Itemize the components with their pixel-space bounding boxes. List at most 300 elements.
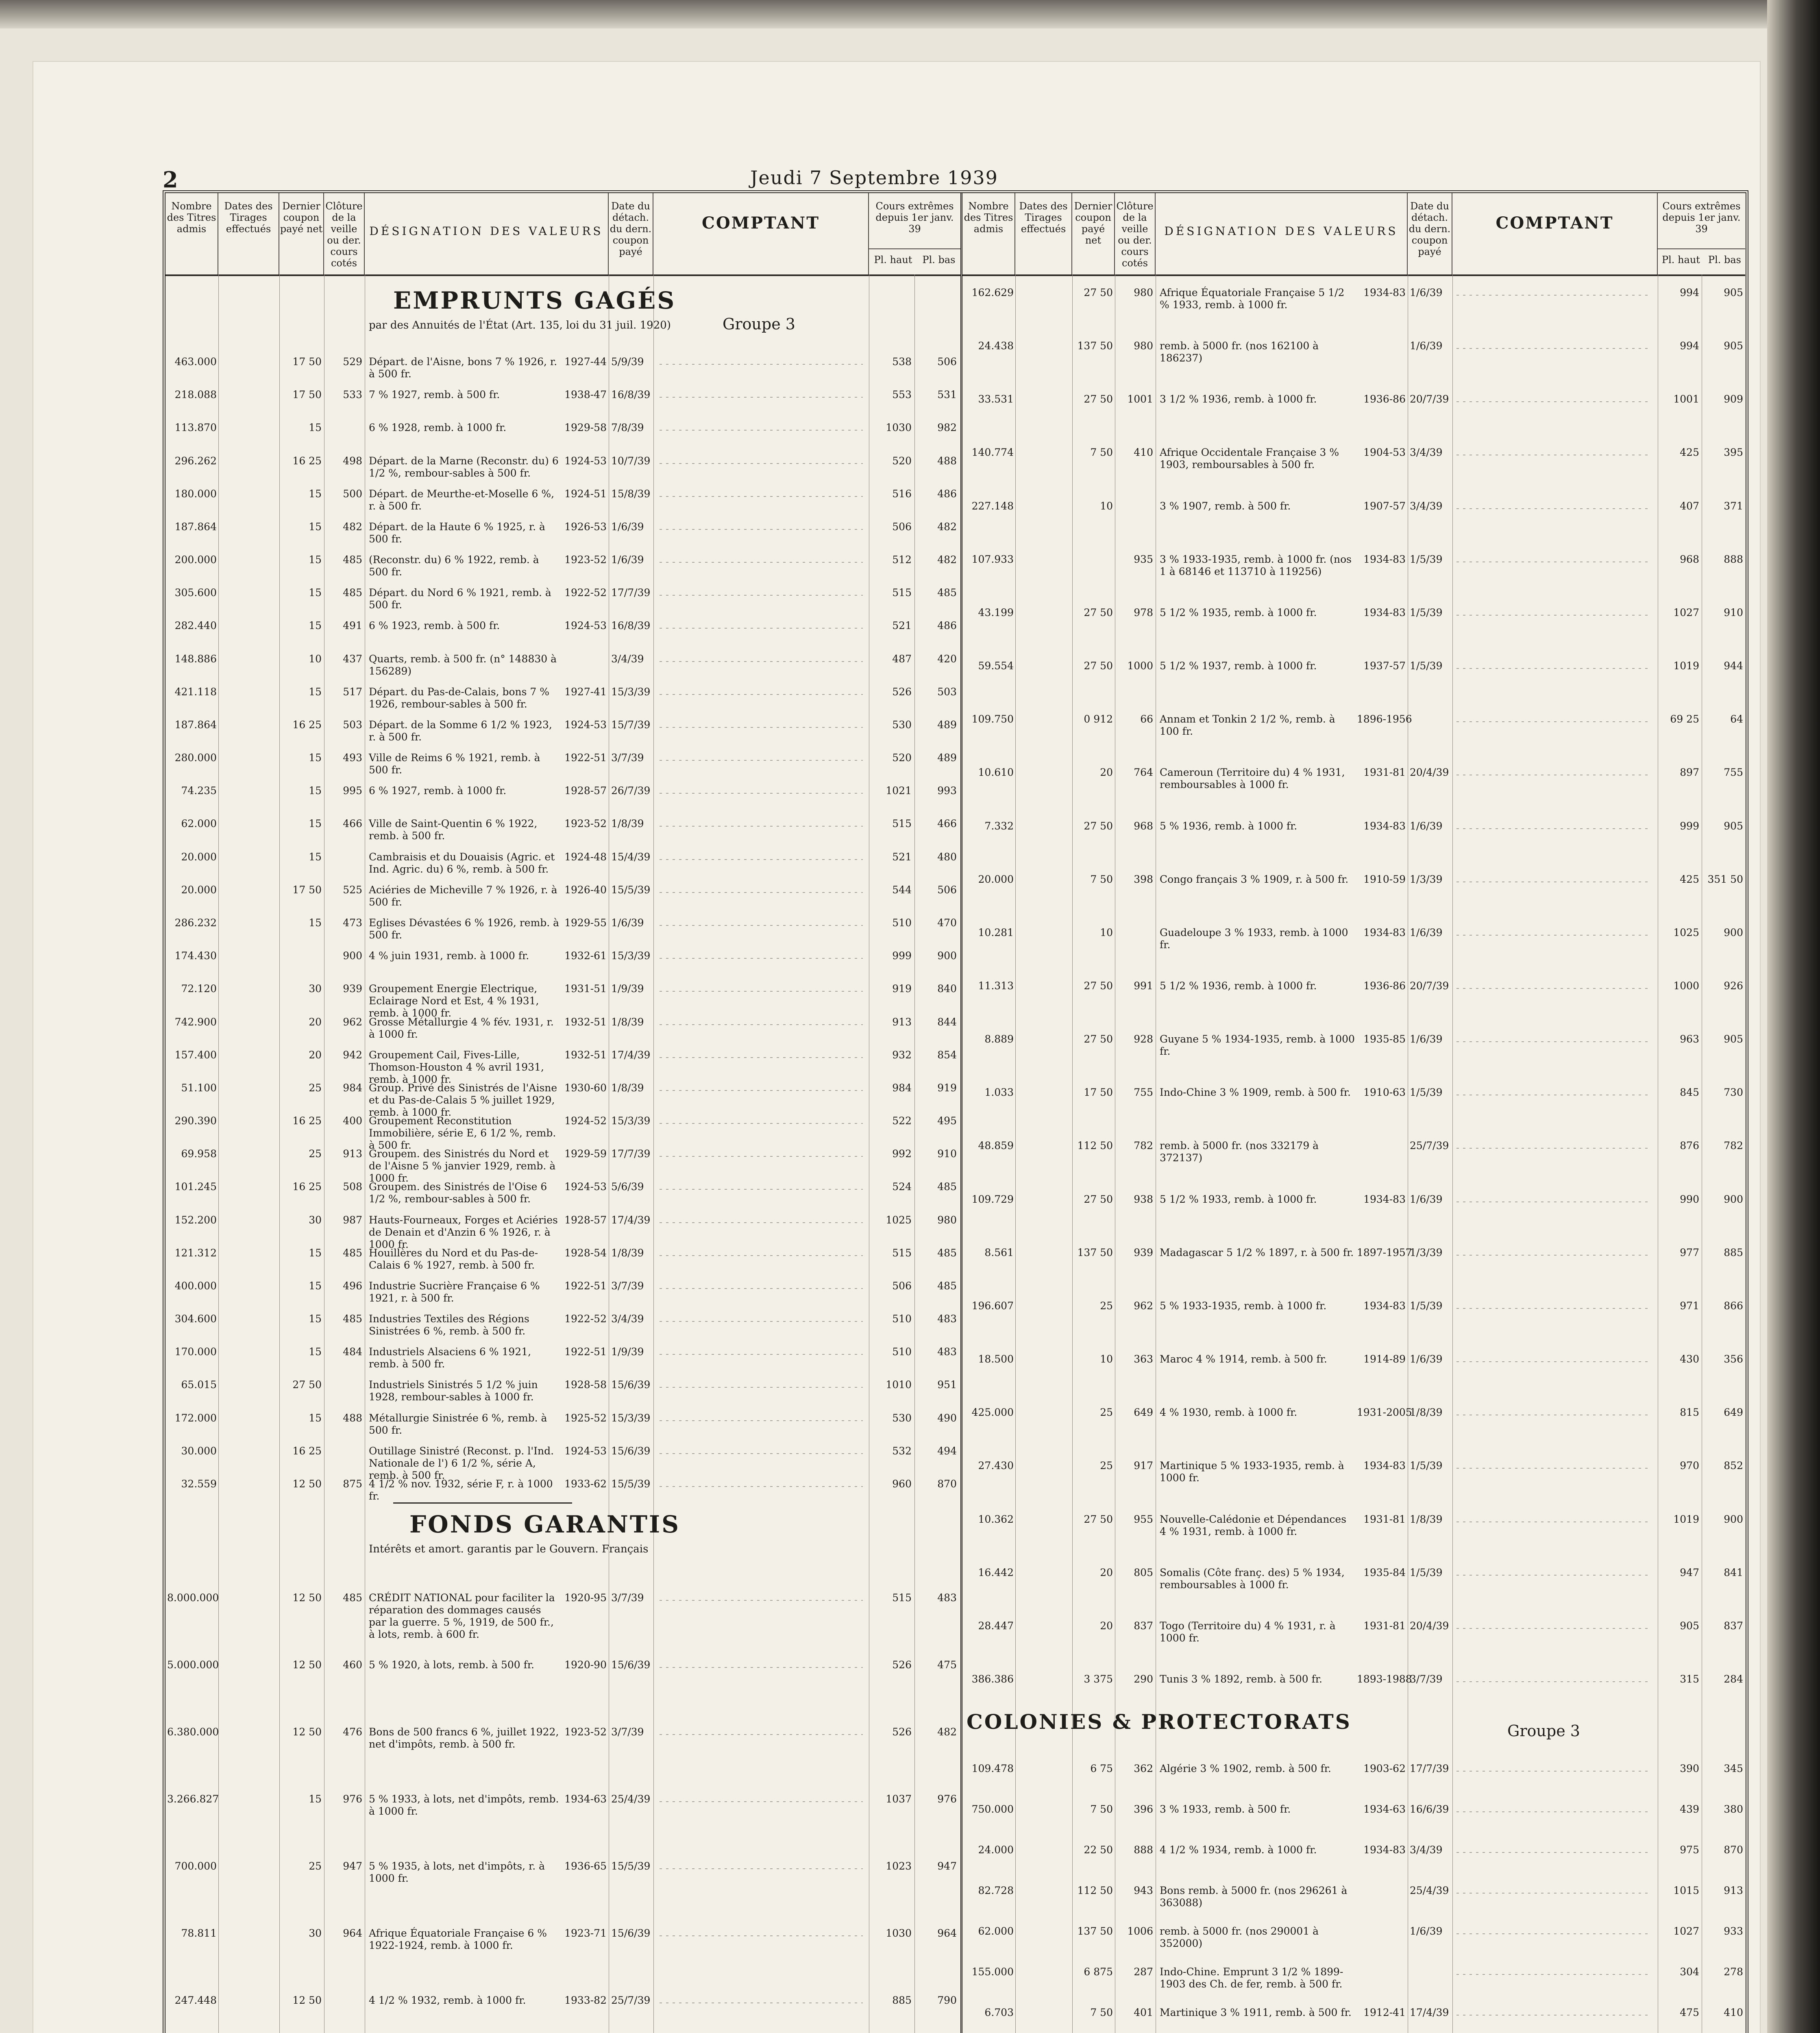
row-cloture: 987 xyxy=(343,1214,362,1226)
row-leader-dots xyxy=(1456,1255,1652,1256)
header-cloture: Clôture de la veille ou der. cours cotés xyxy=(324,193,365,274)
row-cloture: 476 xyxy=(343,1726,362,1738)
row-bas: 905 xyxy=(1724,820,1743,832)
row-year: 1926-40 xyxy=(564,884,607,896)
row-designation: Martinique 5 % 1933-1935, remb. à 1000 fr. xyxy=(1160,1460,1344,1484)
row-bas: 485 xyxy=(937,1247,957,1259)
row-coupon: 25 xyxy=(1100,1460,1113,1471)
row-coupon: 27 50 xyxy=(1084,660,1113,672)
row-haut: 947 xyxy=(1680,1567,1699,1578)
row-designation: Aciéries de Micheville 7 % 1926, r. à 500 fr. xyxy=(369,884,557,908)
row-nombre: 7.332 xyxy=(984,820,1014,832)
row-year: 1928-54 xyxy=(564,1247,607,1259)
row-nombre: 187.864 xyxy=(174,719,217,731)
row-bas: 345 xyxy=(1724,1763,1743,1774)
row-leader-dots xyxy=(660,529,863,530)
row-leader-dots xyxy=(1456,1628,1652,1629)
row-haut: 524 xyxy=(892,1181,912,1193)
row-detach: 1/5/39 xyxy=(1410,1300,1443,1312)
row-designation: remb. à 5000 fr. (nos 162100 à 186237) xyxy=(1160,340,1319,364)
row-cloture: 782 xyxy=(1134,1140,1153,1151)
row-detach: 1/8/39 xyxy=(1410,1513,1443,1525)
row-year: 1912-41 xyxy=(1363,2007,1406,2018)
row-cloture: 928 xyxy=(1134,1033,1153,1045)
row-cloture: 493 xyxy=(343,752,362,764)
row-coupon: 7 50 xyxy=(1090,1803,1113,1815)
row-leader-dots xyxy=(660,1255,863,1256)
row-detach: 15/5/39 xyxy=(611,884,651,896)
row-year: 1933-62 xyxy=(564,1478,607,1490)
row-cloture: 485 xyxy=(343,1313,362,1325)
row-designation: Bons remb. à 5000 fr. (nos 296261 à 363088) xyxy=(1160,1885,1348,1909)
row-detach: 3/4/39 xyxy=(1410,446,1443,458)
header-coupon-right: Dernier coupon payé net xyxy=(1072,193,1115,274)
row-detach: 1/9/39 xyxy=(611,1346,644,1358)
row-year: 1934-83 xyxy=(1363,607,1406,618)
row-year: 1934-83 xyxy=(1363,1844,1406,1856)
row-detach: 1/8/39 xyxy=(611,1082,644,1094)
row-year: 1924-52 xyxy=(564,1115,607,1127)
row-cloture: 398 xyxy=(1134,873,1153,885)
row-coupon: 10 xyxy=(1100,927,1113,938)
row-detach: 3/7/39 xyxy=(611,752,644,764)
row-nombre: 11.313 xyxy=(978,980,1014,992)
row-coupon: 137 50 xyxy=(1077,1247,1113,1258)
row-haut: 425 xyxy=(1680,446,1699,458)
row-designation: Groupement Reconstitution Immobilière, série E, 6 1/2 %, remb. à 500 fr. xyxy=(369,1115,556,1151)
row-nombre: 463.000 xyxy=(174,356,217,368)
row-nombre: 8.561 xyxy=(984,1247,1014,1258)
row-coupon: 30 xyxy=(309,1214,322,1226)
row-leader-dots xyxy=(660,1600,863,1601)
row-coupon: 25 xyxy=(309,1860,322,1872)
row-cloture: 991 xyxy=(1134,980,1153,992)
row-coupon: 7 50 xyxy=(1090,446,1113,458)
row-nombre: 425.000 xyxy=(971,1406,1014,1418)
row-bas: 926 xyxy=(1724,980,1743,992)
row-coupon: 16 25 xyxy=(292,1181,322,1193)
row-detach: 1/5/39 xyxy=(1410,607,1443,618)
row-bas: 900 xyxy=(1724,1193,1743,1205)
row-designation: Togo (Territoire du) 4 % 1931, r. à 1000 fr. xyxy=(1160,1620,1336,1644)
row-coupon: 20 xyxy=(1100,766,1113,778)
row-designation: Annam et Tonkin 2 1/2 %, remb. à 100 fr. xyxy=(1160,713,1335,737)
row-coupon: 3 375 xyxy=(1084,1673,1113,1685)
row-leader-dots xyxy=(1456,1852,1652,1853)
row-cloture: 913 xyxy=(343,1148,362,1160)
row-nombre: 227.148 xyxy=(971,500,1014,512)
row-designation: 4 % 1930, remb. à 1000 fr. xyxy=(1160,1406,1298,1418)
row-haut: 515 xyxy=(892,818,912,829)
row-haut: 506 xyxy=(892,1280,912,1292)
row-year: 1927-41 xyxy=(564,686,607,698)
row-coupon: 27 50 xyxy=(1084,393,1113,405)
row-bas: 910 xyxy=(1724,607,1743,618)
row-bas: 531 xyxy=(937,389,957,401)
row-detach: 25/4/39 xyxy=(611,1793,651,1805)
row-nombre: 200.000 xyxy=(174,554,217,566)
row-coupon: 15 xyxy=(309,1412,322,1424)
row-cloture: 978 xyxy=(1134,607,1153,618)
row-haut: 390 xyxy=(1680,1763,1699,1774)
row-bas: 351 50 xyxy=(1707,873,1743,885)
row-nombre: 10.610 xyxy=(978,766,1014,778)
row-cloture: 980 xyxy=(1134,287,1153,298)
row-nombre: 140.774 xyxy=(971,446,1014,458)
row-haut: 1030 xyxy=(886,1927,912,1939)
row-detach: 3/7/39 xyxy=(611,1726,644,1738)
row-haut: 515 xyxy=(892,1592,912,1604)
row-coupon: 15 xyxy=(309,1247,322,1259)
row-leader-dots xyxy=(660,397,863,398)
row-year: 1923-52 xyxy=(564,554,607,566)
row-bas: 470 xyxy=(937,917,957,929)
header-extremes-right xyxy=(1658,193,1745,274)
row-designation: 3 1/2 % 1936, remb. à 1000 fr. xyxy=(1160,393,1317,405)
row-designation: Houillères du Nord et du Pas-de-Calais 6 % 1927, remb. à 500 fr. xyxy=(369,1247,538,1271)
row-leader-dots xyxy=(660,925,863,926)
row-designation: 6 % 1927, remb. à 1000 fr. xyxy=(369,785,507,797)
row-nombre: 3.266.827 xyxy=(167,1793,219,1805)
row-detach: 15/3/39 xyxy=(611,1115,651,1127)
row-detach: 20/7/39 xyxy=(1410,393,1449,405)
row-bas: 900 xyxy=(1724,1513,1743,1525)
row-designation: 4 1/2 % 1932, remb. à 1000 fr. xyxy=(369,1994,526,2006)
row-designation: Départ. de la Marne (Reconstr. du) 6 1/2 %, rembour-sables à 500 fr. xyxy=(369,455,559,479)
row-year: 1910-63 xyxy=(1363,1086,1406,1098)
row-coupon: 15 xyxy=(309,1346,322,1358)
row-haut: 990 xyxy=(1680,1193,1699,1205)
row-bas: 905 xyxy=(1724,1033,1743,1045)
row-bas: 494 xyxy=(937,1445,957,1457)
right-table-header xyxy=(962,193,1745,276)
row-designation: 5 1/2 % 1937, remb. à 1000 fr. xyxy=(1160,660,1317,672)
row-designation: 5 % 1935, à lots, net d'impôts, r. à 1000 fr. xyxy=(369,1860,545,1884)
row-leader-dots xyxy=(1456,1933,1652,1934)
row-year: 1931-51 xyxy=(564,983,607,995)
row-haut: 971 xyxy=(1680,1300,1699,1312)
row-nombre: 8.000.000 xyxy=(167,1592,219,1604)
row-cloture: 764 xyxy=(1134,766,1153,778)
row-detach: 1/3/39 xyxy=(1410,873,1443,885)
row-bas: 909 xyxy=(1724,393,1743,405)
row-leader-dots xyxy=(1456,1468,1652,1469)
row-cloture: 805 xyxy=(1134,1567,1153,1578)
row-coupon: 20 xyxy=(309,1049,322,1061)
row-year: 1934-83 xyxy=(1363,1460,1406,1471)
row-nombre: 51.100 xyxy=(181,1082,217,1094)
row-haut: 425 xyxy=(1680,873,1699,885)
row-leader-dots xyxy=(660,1734,863,1735)
row-leader-dots xyxy=(660,562,863,563)
row-coupon: 15 xyxy=(309,422,322,433)
row-detach: 20/7/39 xyxy=(1410,980,1449,992)
row-designation: Cambraisis et du Douaisis (Agric. et Ind. Agric. du) 6 %, remb. à 500 fr. xyxy=(369,851,555,875)
row-designation: 3 % 1933, remb. à 500 fr. xyxy=(1160,1803,1291,1815)
row-leader-dots xyxy=(660,1321,863,1322)
row-coupon: 27 50 xyxy=(1084,820,1113,832)
row-cloture: 363 xyxy=(1134,1353,1153,1365)
row-nombre: 700.000 xyxy=(174,1860,217,1872)
row-bas: 866 xyxy=(1724,1300,1743,1312)
row-haut: 487 xyxy=(892,653,912,665)
header-pl-bas-right: Pl. bas xyxy=(1708,254,1741,266)
row-year: 1893-1988 xyxy=(1357,1673,1412,1685)
row-detach: 1/5/39 xyxy=(1410,1460,1443,1471)
row-year: 1925-52 xyxy=(564,1412,607,1424)
row-cloture: 396 xyxy=(1134,1803,1153,1815)
row-leader-dots xyxy=(1456,1811,1652,1812)
row-haut: 526 xyxy=(892,1659,912,1671)
row-year: 1936-86 xyxy=(1363,980,1406,992)
row-leader-dots xyxy=(660,496,863,497)
row-nombre: 152.200 xyxy=(174,1214,217,1226)
row-year: 1935-84 xyxy=(1363,1567,1406,1578)
row-leader-dots xyxy=(660,628,863,629)
row-detach: 20/4/39 xyxy=(1410,766,1449,778)
row-detach: 25/7/39 xyxy=(611,1994,651,2006)
row-cloture: 500 xyxy=(343,488,362,500)
row-nombre: 421.118 xyxy=(174,686,217,698)
row-detach: 1/8/39 xyxy=(611,1016,644,1028)
row-year: 1923-71 xyxy=(564,1927,607,1939)
row-coupon: 15 xyxy=(309,1313,322,1325)
row-year: 1934-83 xyxy=(1363,820,1406,832)
row-bas: 356 xyxy=(1724,1353,1743,1365)
row-coupon: 15 xyxy=(309,521,322,533)
row-nombre: 33.531 xyxy=(978,393,1014,405)
row-leader-dots xyxy=(660,859,863,860)
header-detach-right: Date du détach. du dern. coupon payé xyxy=(1408,193,1452,274)
row-leader-dots xyxy=(1456,615,1652,616)
row-cloture: 947 xyxy=(343,1860,362,1872)
row-year: 1934-83 xyxy=(1363,1300,1406,1312)
row-cloture: 533 xyxy=(343,389,362,401)
row-nombre: 20.000 xyxy=(181,851,217,863)
row-designation: 4 1/2 % 1934, remb. à 1000 fr. xyxy=(1160,1844,1317,1856)
row-coupon: 22 50 xyxy=(1084,1844,1113,1856)
header-detach: Date du détach. du dern. coupon payé xyxy=(609,193,653,274)
row-designation: Départ. de la Somme 6 1/2 % 1923, r. à 500 fr. xyxy=(369,719,552,743)
row-nombre: 10.362 xyxy=(978,1513,1014,1525)
row-year: 1897-1957 xyxy=(1357,1247,1412,1258)
row-nombre: 247.448 xyxy=(174,1994,217,2006)
row-leader-dots xyxy=(660,661,863,662)
row-detach: 3/7/39 xyxy=(611,1592,644,1604)
row-bas: 870 xyxy=(1724,1844,1743,1856)
row-coupon: 15 xyxy=(309,785,322,797)
row-haut: 913 xyxy=(892,1016,912,1028)
row-coupon: 10 xyxy=(1100,1353,1113,1365)
row-bas: 485 xyxy=(937,1181,957,1193)
section-divider xyxy=(393,1502,572,1504)
row-leader-dots xyxy=(660,958,863,959)
row-leader-dots xyxy=(660,1024,863,1025)
row-coupon: 27 50 xyxy=(1084,1033,1113,1045)
row-bas: 503 xyxy=(937,686,957,698)
row-detach: 15/5/39 xyxy=(611,1478,651,1490)
row-cloture: 943 xyxy=(1134,1885,1153,1896)
row-detach: 1/5/39 xyxy=(1410,1086,1443,1098)
row-coupon: 7 50 xyxy=(1090,2007,1113,2018)
row-detach: 15/6/39 xyxy=(611,1379,651,1391)
row-coupon: 12 50 xyxy=(292,1659,322,1671)
row-nombre: 157.400 xyxy=(174,1049,217,1061)
row-bas: 840 xyxy=(937,983,957,995)
row-coupon: 16 25 xyxy=(292,455,322,467)
row-coupon: 27 50 xyxy=(292,1379,322,1391)
row-detach: 1/6/39 xyxy=(611,917,644,929)
row-leader-dots xyxy=(660,1090,863,1091)
row-year: 1924-48 xyxy=(564,851,607,863)
row-cloture: 496 xyxy=(343,1280,362,1292)
row-cloture: 984 xyxy=(343,1082,362,1094)
row-detach: 15/3/39 xyxy=(611,686,651,698)
row-designation: Maroc 4 % 1914, remb. à 500 fr. xyxy=(1160,1353,1327,1365)
row-haut: 977 xyxy=(1680,1247,1699,1258)
row-haut: 475 xyxy=(1680,2007,1699,2018)
row-year: 1938-47 xyxy=(564,389,607,401)
row-detach: 5/6/39 xyxy=(611,1181,644,1193)
row-haut: 530 xyxy=(892,1412,912,1424)
row-haut: 845 xyxy=(1680,1086,1699,1098)
row-haut: 544 xyxy=(892,884,912,896)
row-nombre: 82.728 xyxy=(978,1885,1014,1896)
row-cloture: 938 xyxy=(1134,1193,1153,1205)
row-cloture: 962 xyxy=(343,1016,362,1028)
row-coupon: 20 xyxy=(1100,1620,1113,1632)
row-designation: 5 1/2 % 1933, remb. à 1000 fr. xyxy=(1160,1193,1317,1205)
row-cloture: 755 xyxy=(1134,1086,1153,1098)
row-detach: 3/7/39 xyxy=(1410,1673,1443,1685)
row-year: 1932-61 xyxy=(564,950,607,962)
row-haut: 1027 xyxy=(1673,1925,1699,1937)
row-year: 1922-52 xyxy=(564,1313,607,1325)
row-designation: Martinique 3 % 1911, remb. à 500 fr. xyxy=(1160,2007,1352,2018)
row-haut: 510 xyxy=(892,1346,912,1358)
row-leader-dots xyxy=(660,1486,863,1487)
row-haut: 1019 xyxy=(1673,1513,1699,1525)
row-designation: Départ. de l'Aisne, bons 7 % 1926, r. à 500 fr. xyxy=(369,356,557,380)
row-nombre: 170.000 xyxy=(174,1346,217,1358)
row-haut: 521 xyxy=(892,851,912,863)
row-detach: 1/8/39 xyxy=(1410,1406,1443,1418)
row-cloture: 466 xyxy=(343,818,362,829)
section-title-colonies: COLONIES & PROTECTORATS xyxy=(967,1710,1352,1734)
row-designation: (Reconstr. du) 6 % 1922, remb. à 500 fr. xyxy=(369,554,539,578)
row-year: 1914-89 xyxy=(1363,1353,1406,1365)
row-year: 1929-59 xyxy=(564,1148,607,1160)
header-pl-bas: Pl. bas xyxy=(922,254,956,266)
row-year: 1929-55 xyxy=(564,917,607,929)
row-designation: Groupement Cail, Fives-Lille, Thomson-Houston 4 % avril 1931, remb. à 1000 fr. xyxy=(369,1049,544,1085)
row-designation: Afrique Équatoriale Française 5 1/2 % 1933, remb. à 1000 fr. xyxy=(1160,287,1345,311)
row-haut: 975 xyxy=(1680,1844,1699,1856)
row-designation: 5 % 1933, à lots, net d'impôts, remb. à 1000 fr. xyxy=(369,1793,559,1817)
row-haut: 968 xyxy=(1680,553,1699,565)
row-haut: 520 xyxy=(892,752,912,764)
row-nombre: 28.447 xyxy=(978,1620,1014,1632)
row-cloture: 962 xyxy=(1134,1300,1153,1312)
row-cloture: 955 xyxy=(1134,1513,1153,1525)
row-detach: 3/7/39 xyxy=(611,1280,644,1292)
row-bas: 506 xyxy=(937,884,957,896)
row-haut: 526 xyxy=(892,1726,912,1738)
row-bas: 482 xyxy=(937,521,957,533)
row-year: 1924-53 xyxy=(564,719,607,731)
row-haut: 994 xyxy=(1680,340,1699,352)
row-nombre: 27.430 xyxy=(978,1460,1014,1471)
row-bas: 933 xyxy=(1724,1925,1743,1937)
row-designation: 5 1/2 % 1935, remb. à 1000 fr. xyxy=(1160,607,1317,618)
row-leader-dots xyxy=(1456,1041,1652,1042)
row-cloture: 649 xyxy=(1134,1406,1153,1418)
row-detach: 1/6/39 xyxy=(1410,340,1443,352)
row-leader-dots xyxy=(660,1667,863,1668)
row-coupon: 17 50 xyxy=(292,356,322,368)
row-designation: Départ. du Nord 6 % 1921, remb. à 500 fr. xyxy=(369,587,551,611)
row-nombre: 43.199 xyxy=(978,607,1014,618)
header-comptant: COMPTANT xyxy=(653,193,869,274)
row-designation: Ville de Saint-Quentin 6 % 1922, remb. à 500 fr. xyxy=(369,818,538,842)
row-cloture: 498 xyxy=(343,455,362,467)
row-detach: 15/5/39 xyxy=(611,1860,651,1872)
row-coupon: 15 xyxy=(309,752,322,764)
row-year: 1923-52 xyxy=(564,818,607,829)
row-nombre: 304.600 xyxy=(174,1313,217,1325)
row-year: 1923-52 xyxy=(564,1726,607,1738)
header-dates-right: Dates des Tirages effectués xyxy=(1015,193,1072,274)
row-cloture: 287 xyxy=(1134,1966,1153,1978)
row-haut: 522 xyxy=(892,1115,912,1127)
row-bas: 395 xyxy=(1724,446,1743,458)
row-cloture: 290 xyxy=(1134,1673,1153,1685)
row-cloture: 917 xyxy=(1134,1460,1153,1471)
row-haut: 919 xyxy=(892,983,912,995)
row-leader-dots xyxy=(660,1123,863,1124)
row-coupon: 12 50 xyxy=(292,1726,322,1738)
row-cloture: 485 xyxy=(343,554,362,566)
row-designation: Ville de Reims 6 % 1921, remb. à 500 fr. xyxy=(369,752,540,776)
row-nombre: 113.870 xyxy=(174,422,217,433)
row-coupon: 16 25 xyxy=(292,1445,322,1457)
row-coupon: 15 xyxy=(309,1793,322,1805)
row-nombre: 148.886 xyxy=(174,653,217,665)
row-bas: 486 xyxy=(937,620,957,631)
row-bas: 951 xyxy=(937,1379,957,1391)
row-nombre: 5.000.000 xyxy=(167,1659,219,1671)
row-bas: 482 xyxy=(937,1726,957,1738)
row-bas: 900 xyxy=(1724,927,1743,938)
right-column-block xyxy=(962,193,1745,2033)
row-detach: 16/8/39 xyxy=(611,620,651,631)
row-detach: 16/8/39 xyxy=(611,389,651,401)
row-detach: 17/7/39 xyxy=(611,1148,651,1160)
row-haut: 992 xyxy=(892,1148,912,1160)
row-detach: 15/8/39 xyxy=(611,488,651,500)
row-leader-dots xyxy=(660,595,863,596)
header-comptant-right: COMPTANT xyxy=(1452,193,1658,274)
row-nombre: 20.000 xyxy=(181,884,217,896)
row-year: 1922-51 xyxy=(564,752,607,764)
row-detach: 1/6/39 xyxy=(1410,927,1443,938)
row-year: 1932-51 xyxy=(564,1016,607,1028)
row-coupon: 25 xyxy=(1100,1406,1113,1418)
row-haut: 897 xyxy=(1680,766,1699,778)
row-bas: 993 xyxy=(937,785,957,797)
row-leader-dots xyxy=(1456,1361,1652,1362)
row-leader-dots xyxy=(1456,1521,1652,1522)
